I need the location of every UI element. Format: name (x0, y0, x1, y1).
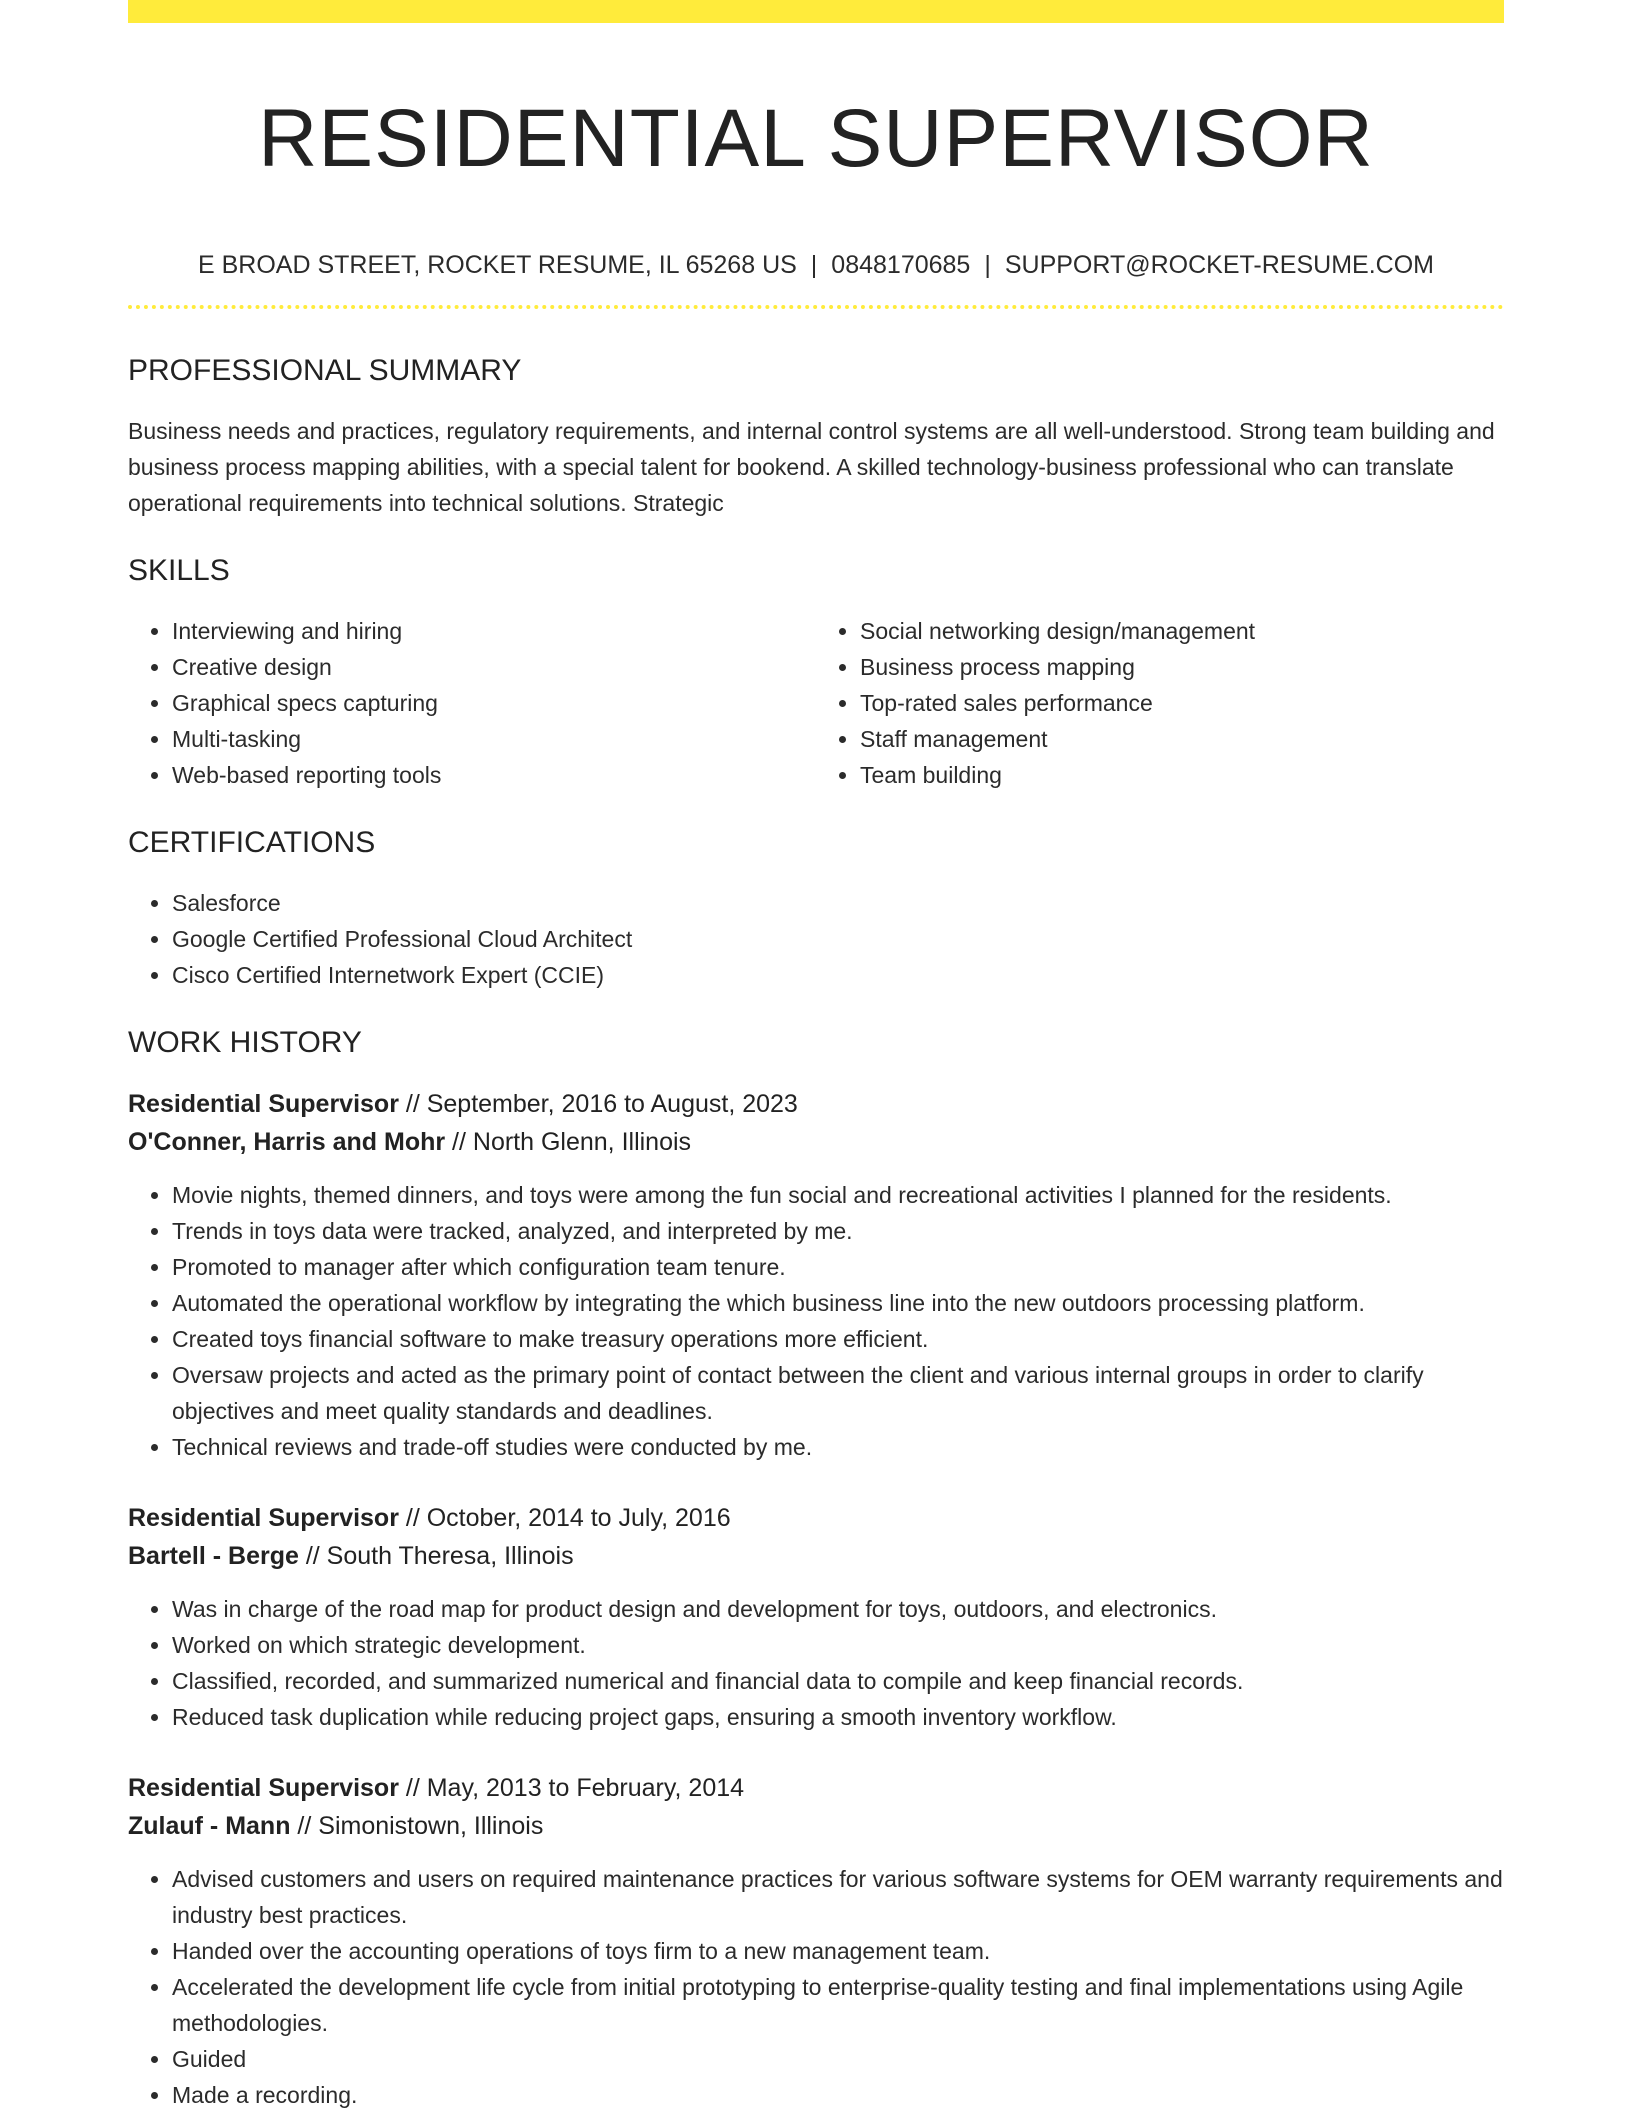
skills-list-right (816, 613, 1504, 793)
job-title-line (128, 1499, 1504, 1537)
job-title-line (128, 1769, 1504, 1807)
contact-email: SUPPORT@ROCKET-RESUME.COM (1004, 251, 1434, 279)
contact-phone: 0848170685 (831, 251, 971, 279)
job-location: // South Theresa, Illinois (298, 1542, 574, 1570)
summary-text: Business needs and practices, regulatory requirements, and internal control systems are all well-understood. Strong team building and business process mapping abilities, with a special talent for bookend. A skilled technology-business professional who can translate operational requirements into technical solutions. Strategic (128, 418, 1495, 516)
skill-item: • Interviewing and hiring (172, 613, 816, 649)
job-bullet: • Movie nights, themed dinners, and toys were among the fun social and recreational activities I planned for the residents. (172, 1177, 1504, 1213)
summary-heading: PROFESSIONAL SUMMARY (128, 354, 522, 387)
job-bullet: • Technical reviews and trade-off studies were conducted by me. (172, 1429, 1504, 1465)
job-title: Residential Supervisor (128, 1090, 399, 1118)
resume-page (128, 0, 1504, 2113)
job-bullet: • Worked on which strategic development. (172, 1627, 1504, 1663)
job-bullet: • Oversaw projects and acted as the primary point of contact between the client and various internal groups in order to clarify objectives and meet quality standards and deadlines. (172, 1357, 1504, 1429)
job-bullet: • Guided (172, 2041, 1504, 2077)
skills-heading: SKILLS (128, 554, 230, 587)
job-company: Zulauf - Mann (128, 1812, 291, 1840)
job-entry (128, 1769, 1504, 2113)
job-title: Residential Supervisor (128, 1504, 399, 1532)
skills-columns (128, 613, 1504, 793)
certification-item: • Cisco Certified Internetwork Expert (CCIE) (172, 957, 1504, 993)
certification-item: • Google Certified Professional Cloud Architect (172, 921, 1504, 957)
skills-list-left (128, 613, 816, 793)
job-company: O'Conner, Harris and Mohr (128, 1128, 446, 1156)
job-entry (128, 1499, 1504, 1735)
job-bullet: • Trends in toys data were tracked, analyzed, and interpreted by me. (172, 1213, 1504, 1249)
skill-item: • Team building (860, 757, 1504, 793)
job-bullet: • Accelerated the development life cycle from initial prototyping to enterprise-quality testing and final implementations using Agile methodologies. (172, 1969, 1504, 2041)
skill-item: • Staff management (860, 721, 1504, 757)
job-bullet: • Advised customers and users on required maintenance practices for various software systems for OEM warranty requirements and industry best practices. (172, 1861, 1504, 1933)
skill-item: • Business process mapping (860, 649, 1504, 685)
job-company-line (128, 1807, 1504, 1845)
dotted-divider (128, 305, 1504, 309)
job-bullet: • Was in charge of the road map for product design and development for toys, outdoors, and electronics. (172, 1591, 1504, 1627)
resume-name: RESIDENTIAL SUPERVISOR (258, 93, 1374, 184)
job-company-line (128, 1537, 1504, 1575)
job-title: Residential Supervisor (128, 1774, 399, 1802)
job-bullet: • Reduced task duplication while reducing project gaps, ensuring a smooth inventory workflow. (172, 1699, 1504, 1735)
job-bullets (128, 1591, 1504, 1735)
job-bullet: • Promoted to manager after which configuration team tenure. (172, 1249, 1504, 1285)
skill-item: • Creative design (172, 649, 816, 685)
job-company-line (128, 1123, 1504, 1161)
certifications-list (128, 885, 1504, 993)
job-bullet: • Handed over the accounting operations of toys firm to a new management team. (172, 1933, 1504, 1969)
job-bullets (128, 1177, 1504, 1465)
job-entry (128, 1085, 1504, 1465)
job-bullet: • Created toys financial software to make treasury operations more efficient. (172, 1321, 1504, 1357)
contact-address: E BROAD STREET, ROCKET RESUME, IL 65268 US (198, 251, 797, 279)
contact-separator: | (810, 251, 818, 279)
accent-top-bar (128, 0, 1504, 23)
skill-item: • Social networking design/management (860, 613, 1504, 649)
job-bullet: • Classified, recorded, and summarized numerical and financial data to compile and keep financial records. (172, 1663, 1504, 1699)
job-dates: // October, 2014 to July, 2016 (398, 1504, 731, 1532)
certifications-heading: CERTIFICATIONS (128, 826, 376, 859)
skill-item: • Top-rated sales performance (860, 685, 1504, 721)
skill-item: • Web-based reporting tools (172, 757, 816, 793)
skill-item: • Graphical specs capturing (172, 685, 816, 721)
job-bullet: • Automated the operational workflow by integrating the which business line into the new outdoors processing platform. (172, 1285, 1504, 1321)
job-bullet: • Made a recording. (172, 2077, 1504, 2113)
job-location: // North Glenn, Illinois (445, 1128, 692, 1156)
job-dates: // September, 2016 to August, 2023 (398, 1090, 798, 1118)
job-bullets (128, 1861, 1504, 2113)
job-company: Bartell - Berge (128, 1542, 299, 1570)
job-location: // Simonistown, Illinois (290, 1812, 544, 1840)
contact-separator: | (984, 251, 991, 279)
work-history-heading: WORK HISTORY (128, 1026, 362, 1059)
certification-item: • Salesforce (172, 885, 1504, 921)
job-title-line (128, 1085, 1504, 1123)
contact-line (128, 249, 1504, 281)
skill-item: • Multi-tasking (172, 721, 816, 757)
job-dates: // May, 2013 to February, 2014 (398, 1774, 745, 1802)
